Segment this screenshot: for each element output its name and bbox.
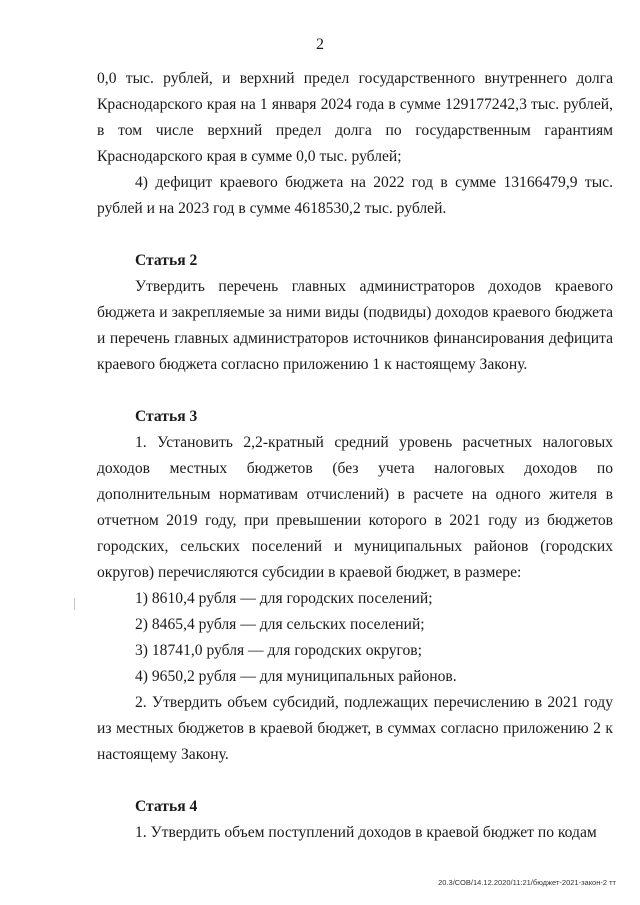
article-2-text: Утвердить перечень главных администраторов доходов краевого бюджета и закрепляемые за ними виды (подвиды) доходов краевого бюджета и перечень главных администраторов источников финансирования дефицита краевого бюджета согласно приложению 1 к настоящему Закону. (97, 278, 613, 373)
article-3-list-item: 2) 8465,4 рубля — для сельских поселений; (135, 616, 425, 633)
intro-paragraph-2: 4) дефицит краевого бюджета на 2022 год в сумме 13166479,9 тыс. рублей и на 2023 год в сумме 4618530,2 тыс. рублей. (97, 174, 613, 217)
article-3-list-item: 3) 18741,0 рубля — для городских округов; (135, 642, 423, 659)
article-4-item-1: 1. Утвердить объем поступлений доходов в краевой бюджет по кодам (135, 824, 597, 841)
margin-mark (74, 598, 75, 610)
article-3-heading: Статья 3 (135, 408, 198, 425)
page-number: 2 (316, 36, 324, 53)
article-4-heading: Статья 4 (135, 798, 198, 815)
intro-paragraph-1: 0,0 тыс. рублей, и верхний предел государственного внутреннего долга Краснодарского края на 1 января 2024 года в сумме 129177242,3 тыс. рублей, в том числе верхний предел долга по государственным гарантиям Краснодарского края в сумме 0,0 тыс. рублей; (97, 70, 613, 165)
document-body (97, 66, 613, 846)
article-3-list-item: 1) 8610,4 рубля — для городских поселений; (135, 590, 433, 607)
document-footer-code: 20.3/СОВ/14.12.2020/11:21/бюджет-2021-закон-2 тт (438, 878, 616, 887)
article-3-item-2: 2. Утвердить объем субсидий, подлежащих перечислению в 2021 году из местных бюджетов в краевой бюджет, в суммах согласно приложению 2 к настоящему Закону. (97, 694, 613, 763)
article-2-heading: Статья 2 (135, 252, 198, 269)
article-3-item-1: 1. Установить 2,2-кратный средний уровень расчетных налоговых доходов местных бюджетов (без учета налоговых доходов по дополнительным нормативам отчислений) в расчете на одного жителя в отчетном 2019 году, при превышении которого в 2021 году из бюджетов городских, сельских поселений и муниципальных районов (городских округов) перечисляются субсидии в краевой бюджет, в размере: (97, 434, 613, 581)
article-3-list-item: 4) 9650,2 рубля — для муниципальных районов. (135, 668, 457, 685)
